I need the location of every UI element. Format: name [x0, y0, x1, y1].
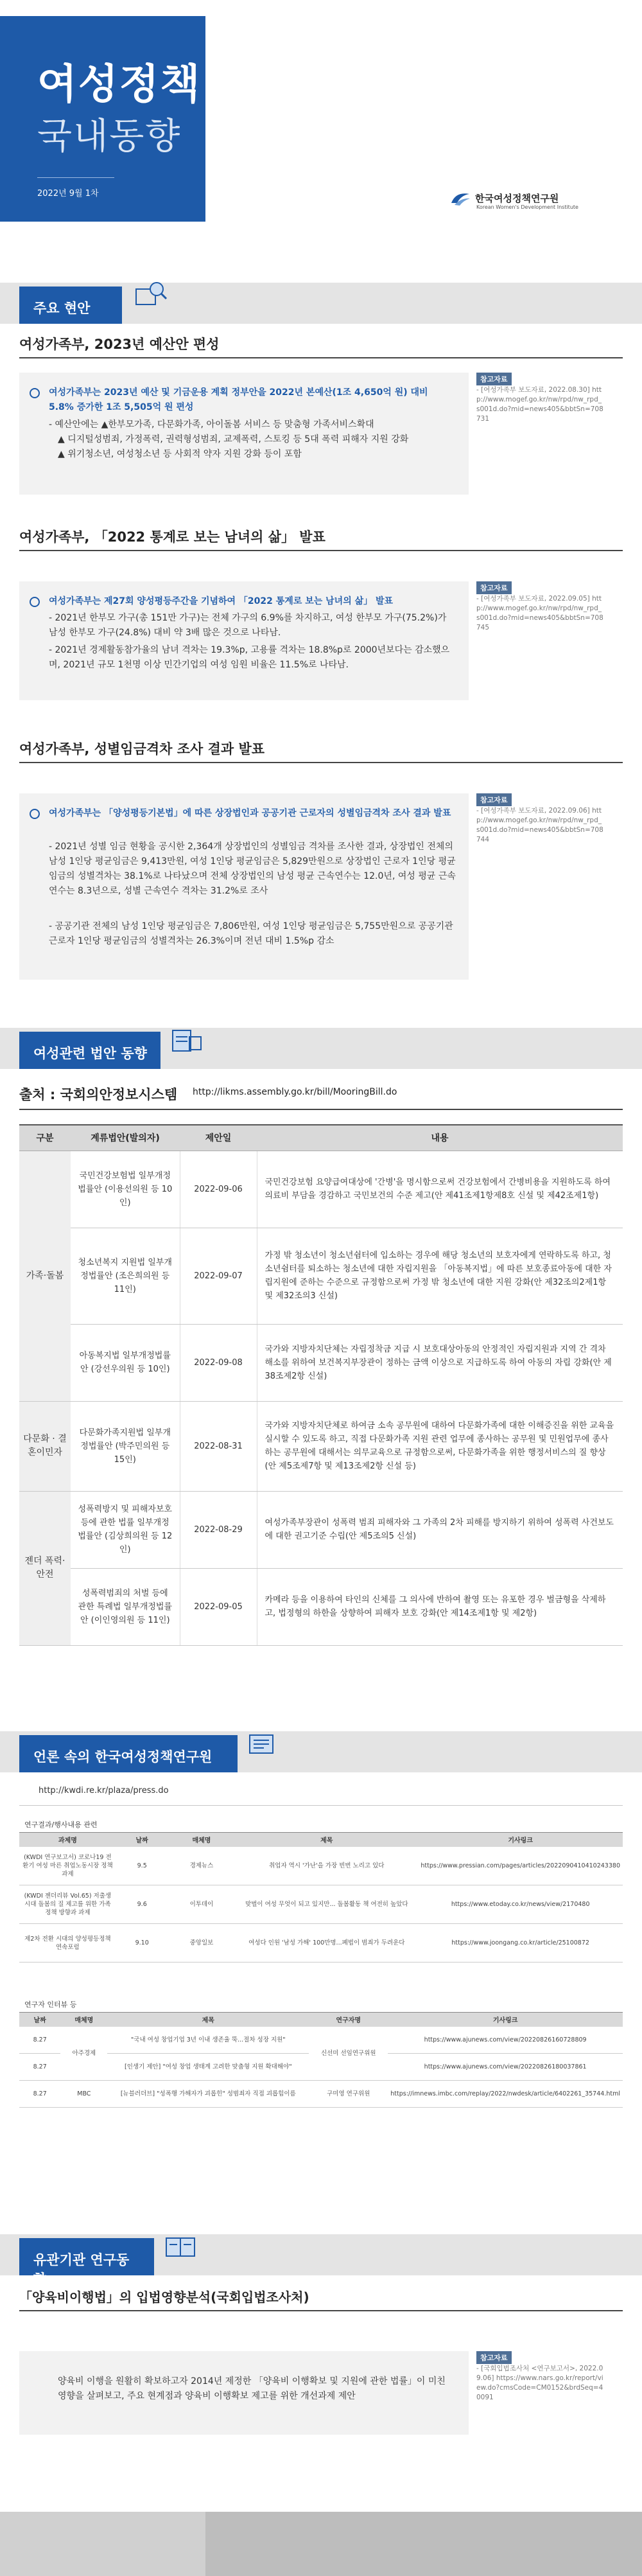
col-content: 내용 — [257, 1125, 623, 1151]
law-table — [19, 1124, 623, 1646]
press-link[interactable]: https://www.pressian.com/pages/articles/2022090410410243380 — [418, 1847, 623, 1885]
item3-lead: 여성가족부는 「양성평등기본법」에 따른 상장법인과 공공기관 근로자의 성별임금격차 조사 결과 발표 — [49, 808, 451, 818]
col-category: 구분 — [19, 1125, 71, 1151]
org-name-ko: 한국여성정책연구원 — [475, 193, 559, 204]
item1-rule — [19, 357, 623, 358]
agency-heading: 「양육비이행법」의 입법영향분석(국회입법조사처) — [19, 2289, 309, 2305]
law-row — [19, 1401, 623, 1491]
kwdi-logo-icon — [449, 190, 471, 207]
item1-bullet-3: ▲ 위기청소년, 여성청소년 등 사회적 약자 지원 강화 등이 포함 — [58, 449, 302, 459]
press-table2-caption: 연구자 인터뷰 등 — [24, 2000, 77, 2009]
section-title-agencies: 유관기관 연구동향 — [19, 2238, 154, 2275]
item3-ref-text[interactable]: - [여성가족부 보도자료, 2022.09.06] http://www.mogef.go.kr/nw/rpd/nw_rpd_s001d.do?mid=news405&bbtSn=708744 — [476, 807, 603, 843]
col-link: 기사링크 — [388, 2013, 623, 2027]
col-date: 날짜 — [19, 2013, 60, 2027]
press-media: 경제뉴스 — [168, 1847, 236, 1885]
header-right-panel — [205, 16, 642, 222]
magnifier-icon — [135, 280, 168, 308]
law-rule — [19, 1109, 623, 1110]
check-circle-icon — [30, 809, 40, 819]
law-source-label: 출처 : 국회의안정보시스템 — [19, 1087, 178, 1102]
item3-bullet-1: - 2021년 성별 임금 현황을 공시한 2,364개 상장법인의 성별임금 격차를 조사한 결과, 상장법인 전체의 남성 1인당 평균임금은 9,413만원, 여성 1인당 평균임금은 5,829만원으로 상장법인 근로자 1인당 평균임금의 성별격차는 38.1%로 나타났으며 전체 상장법인의 남성 평균 근속연수는 12.0년, 여성 평균 근속연수는 8.3년으로, 성별 근속연수 격차는 31.2%로 조사 — [49, 842, 456, 896]
item3-ref-label: 참고자료 — [476, 793, 512, 806]
bill-date: 2022-09-07 — [180, 1228, 257, 1324]
law-row — [19, 1228, 623, 1324]
press-title: 맞벌이 여성 무엇이 되고 있지만... 돌봄활동 책 여전히 높았다 — [235, 1885, 418, 1924]
item1-heading: 여성가족부, 2023년 예산안 편성 — [19, 337, 220, 352]
item2-rule — [19, 550, 623, 551]
table-row — [19, 1924, 623, 1963]
bill-desc: 국가와 지방자치단체는 자립정착금 지급 시 보호대상아동의 안정적인 자립지원과 지역 간 격차 해소를 위하여 보건복지부장관이 정하는 금액 이상으로 지급하도록 하여 아동의 자립 강화(안 제38조제2항 신설) — [257, 1324, 623, 1401]
check-circle-icon — [30, 388, 40, 398]
col-title: 제목 — [107, 2013, 309, 2027]
item3-rule — [19, 762, 623, 763]
bill-desc: 국민건강보험 요양급여대상에 '간병'을 명시함으로써 건강보험에서 간병비용을 지원하도록 하여 의료비 부담을 경감하고 국민보건의 수준 제고(안 제41조제1항제8호 신설 및 제42조제1항) — [257, 1151, 623, 1228]
bill-date: 2022-08-31 — [180, 1401, 257, 1491]
press-table2-header — [19, 2013, 623, 2027]
newsletter-subtitle: 국내동향 — [37, 116, 182, 157]
interview-title: [뉴블러더브] "성폭행 가해자가 괴롭힌" 성범죄자 직접 괴롭힘이름 — [107, 2081, 309, 2108]
bill-date: 2022-09-08 — [180, 1324, 257, 1401]
bill-name: 국민건강보험법 일부개정법률안 (이용선의원 등 10인) — [71, 1151, 180, 1228]
item2-bullet-2: - 2021년 경제활동참가율의 남녀 격차는 19.3%p, 고용률 격차는 18.8%p로 2000년보다는 감소했으며, 2021년 규모 1천명 이상 민간기업의 여성 임원 비율은 11.5%로 나타남. — [49, 645, 450, 670]
interview-link[interactable]: https://www.ajunews.com/view/20220826160728809 — [388, 2027, 623, 2054]
section-title-press: 언론 속의 한국여성정책연구원 — [19, 1735, 238, 1772]
col-media: 매체명 — [168, 1833, 236, 1847]
item1-bullet-1: - 예산안에는 ▲한부모가족, 다문화가족, 아이돌봄 서비스 등 맞춤형 가족서비스확대 — [49, 419, 374, 430]
bill-desc: 가정 밖 청소년이 청소년쉼터에 입소하는 경우에 해당 청소년의 보호자에게 연락하도록 하고, 청소년쉼터를 퇴소하는 청소년에 대한 자립지원을 「아동복지법」에 따른 보호종료아동에 대한 자립지원에 준하는 수준으로 규정함으로써 가정 밖 청소년에 대한 지원 강화(안 제32조의2제1항 및 제32조의3 신설) — [257, 1228, 623, 1324]
press-results-table — [19, 1832, 623, 1963]
table-row — [19, 2081, 623, 2108]
bill-name: 청소년복지 지원법 일부개정법률안 (조은희의원 등 11인) — [71, 1228, 180, 1324]
press-date: 9.10 — [116, 1924, 168, 1963]
item1-lead: 여성가족부는 2023년 예산 및 기금운용 계획 정부안을 2022년 본예산(1조 4,650억 원) 대비 5.8% 증가한 1조 5,505억 원 편성 — [49, 387, 428, 412]
check-circle-icon — [30, 597, 40, 607]
agency-ref-text[interactable]: - [국회입법조사처 <연구보고서>, 2022.09.06] https://www.nars.go.kr/report/view.do?cmsCode=CM0152&brdSeq=40091 — [476, 2365, 603, 2401]
press-task: 제2차 전환 시대의 양성평등정책 연속포럼 — [19, 1924, 116, 1963]
item2-ref-text[interactable]: - [여성가족부 보도자료, 2022.09.05] http://www.mogef.go.kr/nw/rpd/nw_rpd_s001d.do?mid=news405&bbtSn=708745 — [476, 595, 603, 631]
press-date: 9.6 — [116, 1885, 168, 1924]
table-row — [19, 2027, 623, 2054]
press-link[interactable]: https://www.etoday.co.kr/news/view/2170480 — [418, 1885, 623, 1924]
table-row — [19, 1885, 623, 1924]
press-interview-table — [19, 2012, 623, 2108]
agency-rule — [19, 2310, 623, 2311]
book-icon — [164, 2233, 197, 2261]
interview-researcher: 구미영 연구위원 — [309, 2081, 388, 2108]
table-row — [19, 1847, 623, 1885]
org-name-en: Korean Women's Development Institute — [476, 204, 578, 210]
item3-heading: 여성가족부, 성별임금격차 조사 결과 발표 — [19, 741, 265, 757]
press-table1-caption: 연구결과/행사내용 관련 — [24, 1821, 98, 1829]
law-row — [19, 1324, 623, 1401]
press-link[interactable]: https://www.joongang.co.kr/article/25100872 — [418, 1924, 623, 1963]
interview-media: MBC — [60, 2081, 107, 2108]
category-multicultural: 다문화 · 결혼이민자 — [19, 1401, 71, 1491]
interview-title: "국내 여성 창업기업 3년 이내 생존율 뚝...절차 성장 지원" — [107, 2027, 309, 2054]
agency-ref-label: 참고자료 — [476, 2351, 512, 2364]
col-bill: 계류법안(발의자) — [71, 1125, 180, 1151]
bill-name: 성폭력방지 및 피해자보호 등에 관한 법률 일부개정법률안 (김상희의원 등 12인) — [71, 1491, 180, 1568]
bill-date: 2022-09-06 — [180, 1151, 257, 1228]
section-title-issues: 주요 현안 — [19, 287, 122, 324]
col-title: 제목 — [235, 1833, 418, 1847]
agency-box — [19, 2351, 469, 2435]
press-table1-header — [19, 1833, 623, 1847]
bill-desc: 여성가족부장관이 성폭력 범죄 피해자와 그 가족의 2차 피해를 방지하기 위하여 성폭력 사건보도에 대한 권고기준 수립(안 제5조의5 신설) — [257, 1491, 623, 1568]
item2-lead: 여성가족부는 제27회 양성평등주간을 기념하여 「2022 통계로 보는 남녀의 삶」 발표 — [49, 596, 394, 606]
agency-lead: 양육비 이행을 원활히 확보하고자 2014년 제정한 「양육비 이행확보 및 지원에 관한 법률」이 미친 영향을 살펴보고, 주요 현계점과 양육비 이행확보 제고를 위한 개선과제 제안 — [58, 2376, 446, 2401]
item3-bullet-2: - 공공기관 전체의 남성 1인당 평균임금은 7,806만원, 여성 1인당 평균임금은 5,755만원으로 공공기관 근로자 1인당 평균임금의 성별격차는 26.3%이며 전년 대비 1.5%p 감소 — [49, 921, 453, 946]
bill-desc: 카메라 등을 이용하여 타인의 신체를 그 의사에 반하여 촬영 또는 유포한 경우 벌금형을 삭제하고, 법정형의 하한을 상향하여 피해자 보호 강화(안 제14조제1항 및 제2항) — [257, 1568, 623, 1645]
bill-name: 다문화가족지원법 일부개정법률안 (박주민의원 등 15인) — [71, 1401, 180, 1491]
category-family: 가족·돌봄 — [19, 1151, 71, 1401]
bill-date: 2022-09-05 — [180, 1568, 257, 1645]
item2-box — [19, 581, 469, 700]
interview-link[interactable]: https://imnews.imbc.com/replay/2022/nwdesk/article/6402261_35744.html — [388, 2081, 623, 2108]
press-icon — [247, 1730, 281, 1758]
press-media: 이투데이 — [168, 1885, 236, 1924]
col-researcher: 연구자명 — [309, 2013, 388, 2027]
interview-date: 8.27 — [19, 2054, 60, 2081]
press-date: 9.5 — [116, 1847, 168, 1885]
bill-desc: 국가와 지방자치단체로 하여금 소속 공무원에 대하여 다문화가족에 대한 이해증진을 위한 교육을 실시할 수 있도록 하고, 직접 다문화가족 지원 관련 업무에 종사하는 공무원 및 민원업무에 종사하는 공무원에 대해서는 의무교육으로 규정함으로써, 다문화가족을 위한 행정서비스의 질 향상(안 제5조제7항 및 제13조제2항 신설 등) — [257, 1401, 623, 1491]
bill-name: 아동복지법 일부개정법률안 (강선우의원 등 10인) — [71, 1324, 180, 1401]
press-rule — [19, 1805, 623, 1806]
document-icon — [170, 1027, 204, 1055]
bill-date: 2022-08-29 — [180, 1491, 257, 1568]
law-row — [19, 1151, 623, 1228]
interview-date: 8.27 — [19, 2081, 60, 2108]
header-top-band — [0, 0, 642, 16]
issue-date: 2022년 9월 1차 — [37, 189, 99, 198]
press-media: 중앙일보 — [168, 1924, 236, 1963]
press-task: (KWDI 연구보고서) 코로나19 전환기 여성 마른 취업노동시장 정책과제 — [19, 1847, 116, 1885]
interview-title: [인생기 제안] "여성 창업 생태계 고려한 맞춤형 지원 확대해야" — [107, 2054, 309, 2081]
law-row — [19, 1491, 623, 1568]
press-task: (KWDI 젠더리뷰 Vol.65) 저출생시대 돌봄의 질 제고를 위한 가족정책 방향과 과제 — [19, 1885, 116, 1924]
item1-box — [19, 373, 469, 495]
item2-bullet-1: - 2021년 한부모 가구(총 151만 가구)는 전체 가구의 6.9%를 차지하고, 여성 한부모 가구(75.2%)가 남성 한부모 가구(24.8%) 대비 약 3배 많은 것으로 나타남. — [49, 613, 447, 638]
interview-researcher: 신선미 선임연구위원 — [309, 2027, 388, 2081]
header-divider — [37, 177, 114, 178]
bill-name: 성폭력범죄의 처벌 등에 관한 특례법 일부개정법률안 (이인영의원 등 11인) — [71, 1568, 180, 1645]
item1-bullet-2: ▲ 디지털성범죄, 가정폭력, 권력형성범죄, 교제폭력, 스토킹 등 5대 폭력 피해자 지원 강화 — [58, 434, 409, 445]
footer-accent — [205, 2512, 642, 2576]
item1-ref-label: 참고자료 — [476, 373, 512, 385]
law-source-url[interactable]: http://likms.assembly.go.kr/bill/MooringBill.do — [193, 1087, 397, 1097]
item2-heading: 여성가족부, 「2022 통계로 보는 남녀의 삶」 발표 — [19, 529, 325, 545]
item1-ref-text[interactable]: - [여성가족부 보도자료, 2022.08.30] http://www.mogef.go.kr/nw/rpd/nw_rpd_s001d.do?mid=news405&bbtSn=708731 — [476, 386, 603, 423]
press-title: 여성다 인원 '남성 가해' 100만명...폐법이 범죄가 두려운다 — [235, 1924, 418, 1963]
item3-box — [19, 793, 469, 980]
press-title: 취업자 역시 '가난'을 가장 빈번 노리고 있다 — [235, 1847, 418, 1885]
category-gender-violence: 젠더 폭력· 안전 — [19, 1491, 71, 1645]
interview-link[interactable]: https://www.ajunews.com/view/20220826180037861 — [388, 2054, 623, 2081]
col-media: 매체명 — [60, 2013, 107, 2027]
interview-date: 8.27 — [19, 2027, 60, 2054]
item2-ref-label: 참고자료 — [476, 581, 512, 594]
col-link: 기사링크 — [418, 1833, 623, 1847]
law-row — [19, 1568, 623, 1645]
interview-media: 아주경제 — [60, 2027, 107, 2081]
press-url[interactable]: http://kwdi.re.kr/plaza/press.do — [39, 1786, 169, 1795]
col-task: 과제명 — [19, 1833, 116, 1847]
section-title-laws: 여성관련 법안 동향 — [19, 1032, 160, 1069]
law-table-header — [19, 1125, 623, 1151]
col-date: 제안일 — [180, 1125, 257, 1151]
col-date: 날짜 — [116, 1833, 168, 1847]
newsletter-title: 여성정책 — [37, 61, 202, 109]
